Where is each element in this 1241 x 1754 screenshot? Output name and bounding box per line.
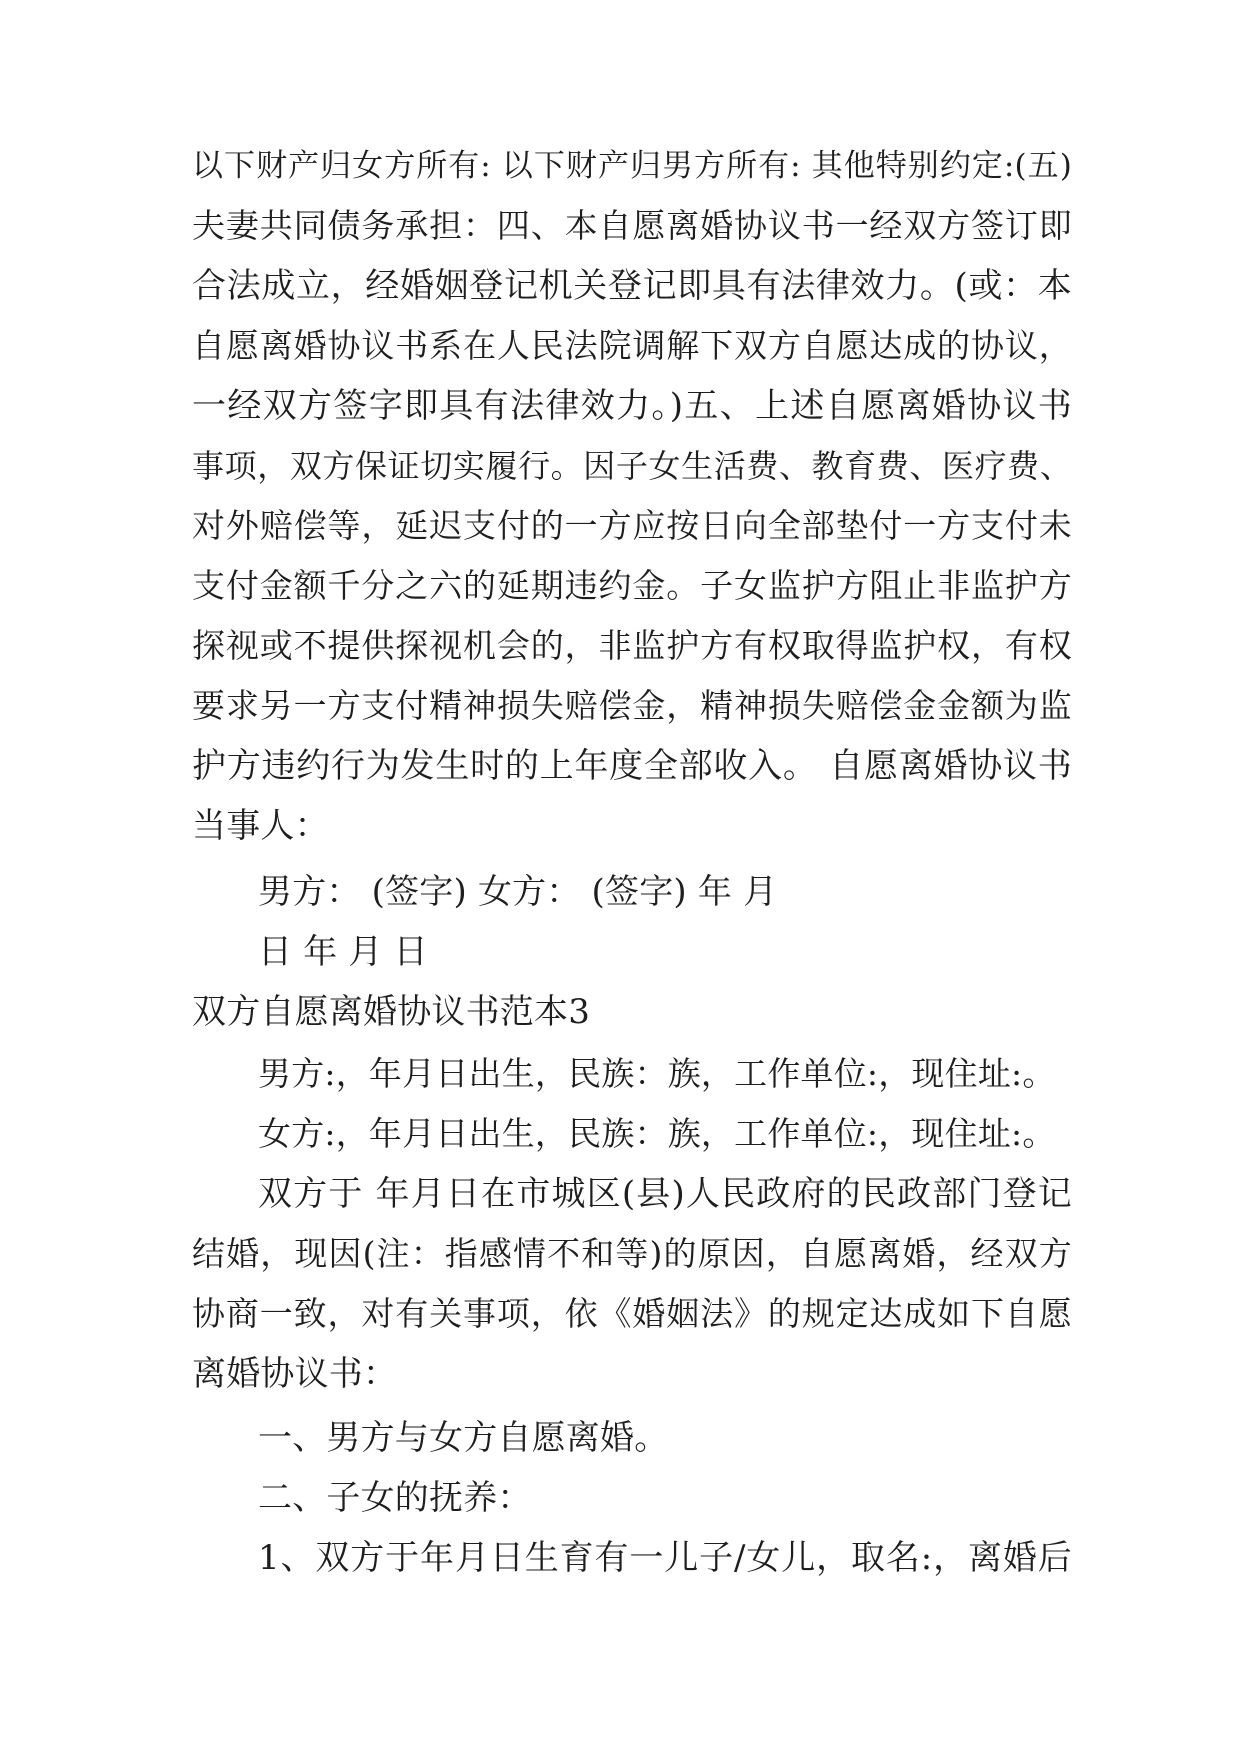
text-line: 当事人： <box>192 806 329 846</box>
text-line: 一经双方签字即具有法律效力。)五、上述自愿离婚协议书 <box>192 386 1072 426</box>
text-line: 协商一致，对有关事项，依《婚姻法》的规定达成如下自愿 <box>192 1294 1072 1333</box>
text-line: 双方于 年月日在市城区(县)人民政府的民政部门登记 <box>258 1174 1072 1214</box>
text-line: 以下财产归女方所有: 以下财产归男方所有: 其他特别约定:(五) <box>192 148 1072 184</box>
text-line: 结婚，现因(注：指感情不和等)的原因，自愿离婚，经双方 <box>192 1234 1072 1273</box>
text-line: 支付金额千分之六的延期违约金。子女监护方阻止非监护方 <box>192 566 1072 605</box>
text-line: 女方:，年月日出生，民族：族，工作单位:，现住址:。 <box>258 1114 1056 1153</box>
text-line: 护方违约行为发生时的上年度全部收入。 自愿离婚协议书 <box>192 746 1072 786</box>
section-title: 双方自愿离婚协议书范本3 <box>192 992 591 1032</box>
text-line: 事项，双方保证切实履行。因子女生活费、教育费、医疗费、 <box>192 447 1072 485</box>
text-line: 男方:，年月日出生，民族：族，工作单位:，现住址:。 <box>258 1054 1056 1093</box>
date-line: 日 年 月 日 <box>258 932 428 972</box>
signature-line: 男方： (签字) 女方： (签字) 年 月 <box>258 872 778 912</box>
text-line: 对外赔偿等，延迟支付的一方应按日向全部垫付一方支付未 <box>192 506 1072 545</box>
text-line: 要求另一方支付精神损失赔偿金，精神损失赔偿金金额为监 <box>192 686 1072 725</box>
text-line: 1、双方于年月日生育有一儿子/女儿，取名:，离婚后 <box>258 1538 1072 1578</box>
text-line: 一、男方与女方自愿离婚。 <box>258 1418 669 1458</box>
text-line: 探视或不提供探视机会的，非监护方有权取得监护权，有权 <box>192 626 1072 665</box>
text-line: 夫妻共同债务承担：四、本自愿离婚协议书一经双方签订即 <box>192 206 1072 245</box>
text-line: 自愿离婚协议书系在人民法院调解下双方自愿达成的协议， <box>192 326 1072 365</box>
text-line: 离婚协议书： <box>192 1354 398 1394</box>
text-line: 合法成立，经婚姻登记机关登记即具有法律效力。(或：本 <box>192 266 1072 306</box>
text-line: 二、子女的抚养： <box>258 1478 532 1518</box>
